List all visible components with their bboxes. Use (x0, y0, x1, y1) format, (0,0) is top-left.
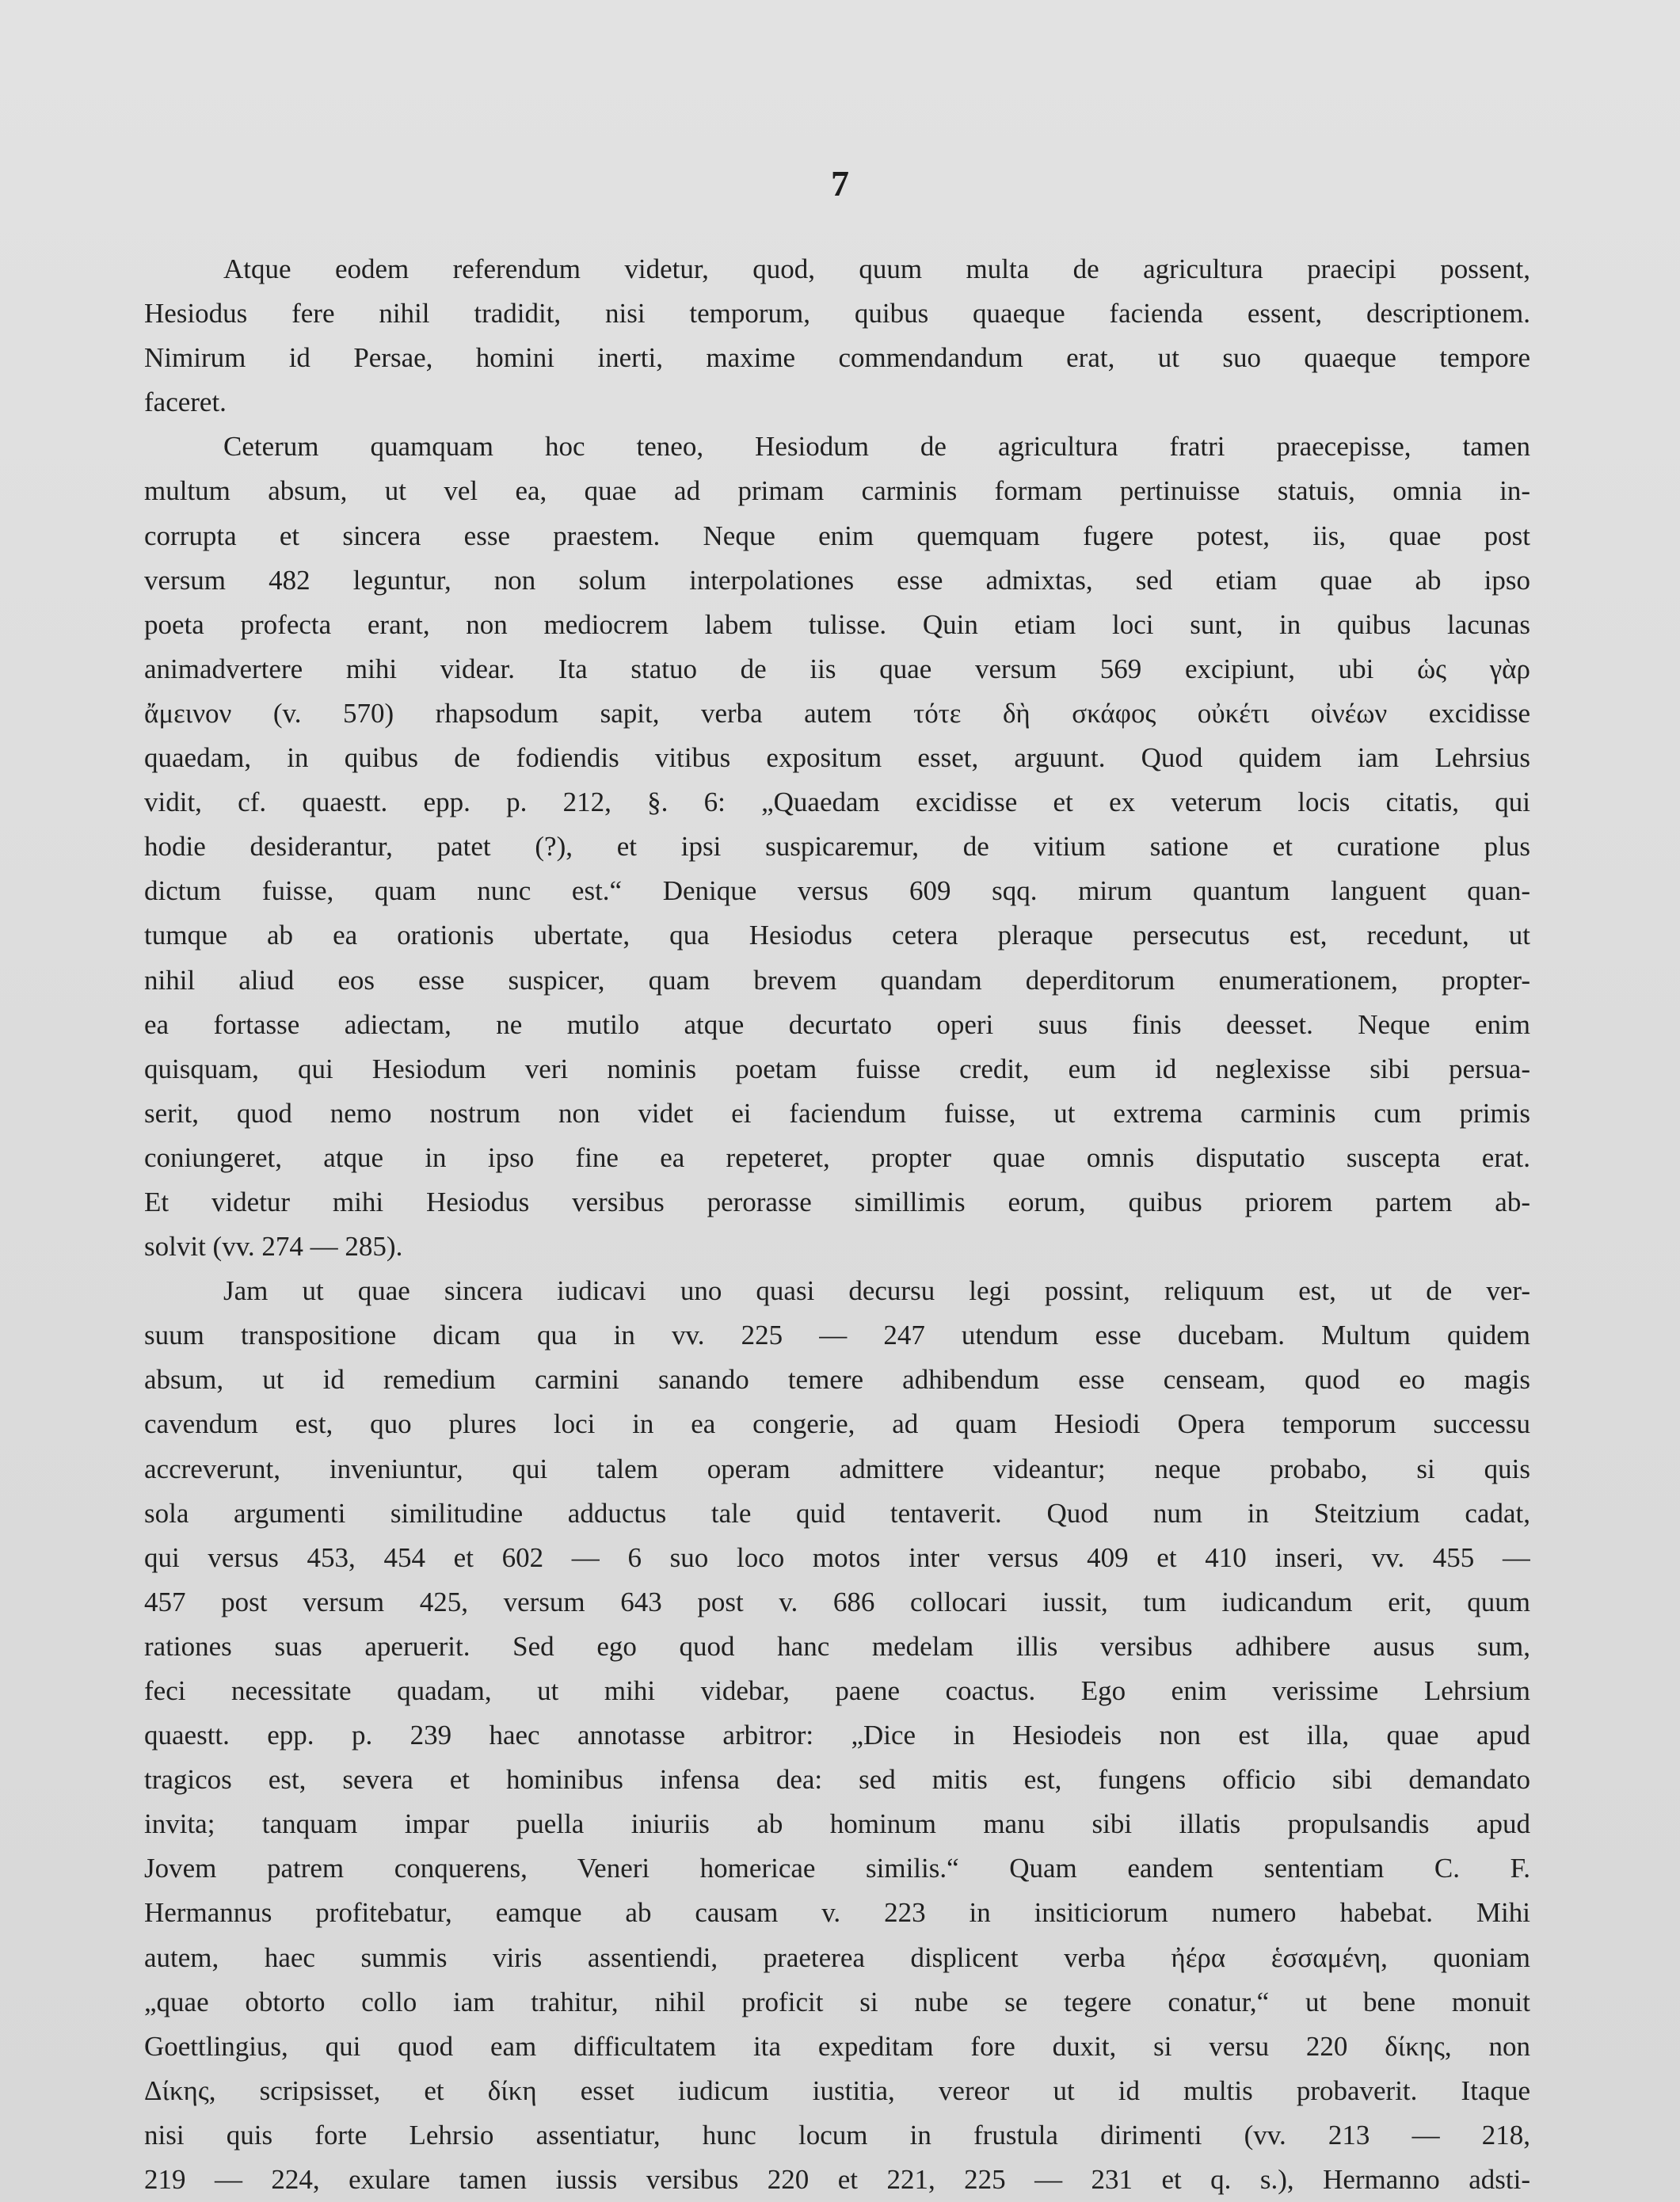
text-line: vidit, cf. quaestt. epp. p. 212, §. 6: „Quaedam excidisse et ex veterum locis citatis, qui (144, 787, 1530, 818)
text-line: quaedam, in quibus de fodiendis vitibus expositum esset, arguunt. Quod quidem iam Lehrsius (144, 742, 1530, 774)
text-line: dictum fuisse, quam nunc est.“ Denique versus 609 sqq. mirum quantum languent quan- (144, 875, 1530, 907)
text-line: Nimirum id Persae, homini inerti, maxime commendandum erat, ut suo quaeque tempore (144, 342, 1530, 374)
text-line: hodie desiderantur, patet (?), et ipsi suspicaremur, de vitium satione et curatione plus (144, 831, 1530, 863)
text-line: faceret. (144, 387, 227, 418)
text-line: poeta profecta erant, non mediocrem labem tulisse. Quin etiam loci sunt, in quibus lacunas (144, 608, 1530, 640)
text-line: invita; tanquam impar puella iniuriis ab hominum manu sibi illatis propulsandis apud (144, 1808, 1530, 1840)
text-line: ἄμεινον (v. 570) rhapsodum sapit, verba autem τότε δὴ σκάφος οὐκέτι οἰνέων excidisse (144, 697, 1530, 729)
text-line: nihil aliud eos esse suspicer, quam brevem quandam deperditorum enumerationem, propter- (144, 964, 1530, 996)
text-line: suum transpositione dicam qua in vv. 225 — 247 utendum esse ducebam. Multum quidem (144, 1320, 1530, 1351)
text-line: sola argumenti similitudine adductus tale quid tentaverit. Quod num in Steitzium cadat, (144, 1497, 1530, 1529)
text-line: multum absum, ut vel ea, quae ad primam carminis formam pertinuisse statuis, omnia in- (144, 475, 1530, 507)
text-line: animadvertere mihi videar. Ita statuo de iis quae versum 569 excipiunt, ubi ὡς γὰρ (144, 653, 1530, 684)
text-line: feci necessitate quadam, ut mihi videbar, paene coactus. Ego enim verissime Lehrsium (144, 1675, 1530, 1706)
page-number: 7 (831, 163, 849, 204)
text-line: „quae obtorto collo iam trahitur, nihil proficit si nube se tegere conatur,“ ut bene monuit (144, 1986, 1530, 2017)
text-line: Jovem patrem conquerens, Veneri homericae similis.“ Quam eandem sententiam C. F. (144, 1853, 1530, 1884)
text-line: 219 — 224, exulare tamen iussis versibus 220 et 221, 225 — 231 et q. s.), Hermanno adsti- (144, 2164, 1530, 2196)
text-line: nisi quis forte Lehrsio assentiatur, hunc locum in frustula dirimenti (vv. 213 — 218, (144, 2119, 1530, 2151)
text-line: rationes suas aperuerit. Sed ego quod hanc medelam illis versibus adhibere ausus sum, (144, 1630, 1530, 1662)
text-line: absum, ut id remedium carmini sanando temere adhibendum esse censeam, quod eo magis (144, 1364, 1530, 1396)
text-line: serit, quod nemo nostrum non videt ei faciendum fuisse, ut extrema carminis cum primis (144, 1097, 1530, 1129)
text-line: versum 482 leguntur, non solum interpolationes esse admixtas, sed etiam quae ab ipso (144, 564, 1530, 596)
text-line: qui versus 453, 454 et 602 — 6 suo loco motos inter versus 409 et 410 inseri, vv. 455 — (144, 1541, 1530, 1573)
text-line: accreverunt, inveniuntur, qui talem operam admittere videantur; neque probabo, si quis (144, 1453, 1530, 1484)
text-line: cavendum est, quo plures loci in ea congerie, ad quam Hesiodi Opera temporum successu (144, 1408, 1530, 1440)
text-line: Goettlingius, qui quod eam difficultatem ita expeditam fore duxit, si versu 220 δίκης, non (144, 2030, 1530, 2062)
text-line: Et videtur mihi Hesiodus versibus perorasse simillimis eorum, quibus priorem partem ab- (144, 1186, 1530, 1217)
body-text (144, 247, 1530, 2202)
text-line: Jam ut quae sincera iudicavi uno quasi decursu legi possint, reliquum est, ut de ver- (223, 1275, 1530, 1307)
text-line: autem, haec summis viris assentiendi, praeterea displicent verba ἠέρα ἑσσαμένη, quoniam (144, 1941, 1530, 1973)
text-line: Hesiodus fere nihil tradidit, nisi temporum, quibus quaeque facienda essent, descriptionem. (144, 298, 1530, 330)
text-line: 457 post versum 425, versum 643 post v. 686 collocari iussit, tum iudicandum erit, quum (144, 1586, 1530, 1617)
text-line: coniungeret, atque in ipso fine ea repeteret, propter quae omnis disputatio suscepta erat. (144, 1141, 1530, 1173)
text-line: ea fortasse adiectam, ne mutilo atque decurtato operi suus finis deesset. Neque enim (144, 1008, 1530, 1040)
text-line: quaestt. epp. p. 239 haec annotasse arbitror: „Dice in Hesiodeis non est illa, quae apud (144, 1720, 1530, 1751)
text-line: corrupta et sincera esse praestem. Neque enim quemquam fugere potest, iis, quae post (144, 520, 1530, 551)
text-line: tumque ab ea orationis ubertate, qua Hesiodus cetera pleraque persecutus est, recedunt, ut (144, 920, 1530, 951)
text-line: Hermannus profitebatur, eamque ab causam v. 223 in insiticiorum numero habebat. Mihi (144, 1897, 1530, 1929)
text-line: tragicos est, severa et hominibus infensa dea: sed mitis est, fungens officio sibi demandato (144, 1764, 1530, 1796)
text-line: Δίκης, scripsisset, et δίκη esset iudicum iustitia, vereor ut id multis probaverit. Itaque (144, 2074, 1530, 2106)
text-line: Atque eodem referendum videtur, quod, quum multa de agricultura praecipi possent, (223, 253, 1530, 284)
text-line: quisquam, qui Hesiodum veri nominis poetam fuisse credit, eum id neglexisse sibi persua- (144, 1053, 1530, 1084)
text-line: Ceterum quamquam hoc teneo, Hesiodum de agricultura fratri praecepisse, tamen (223, 431, 1530, 463)
text-line: solvit (vv. 274 — 285). (144, 1231, 403, 1263)
